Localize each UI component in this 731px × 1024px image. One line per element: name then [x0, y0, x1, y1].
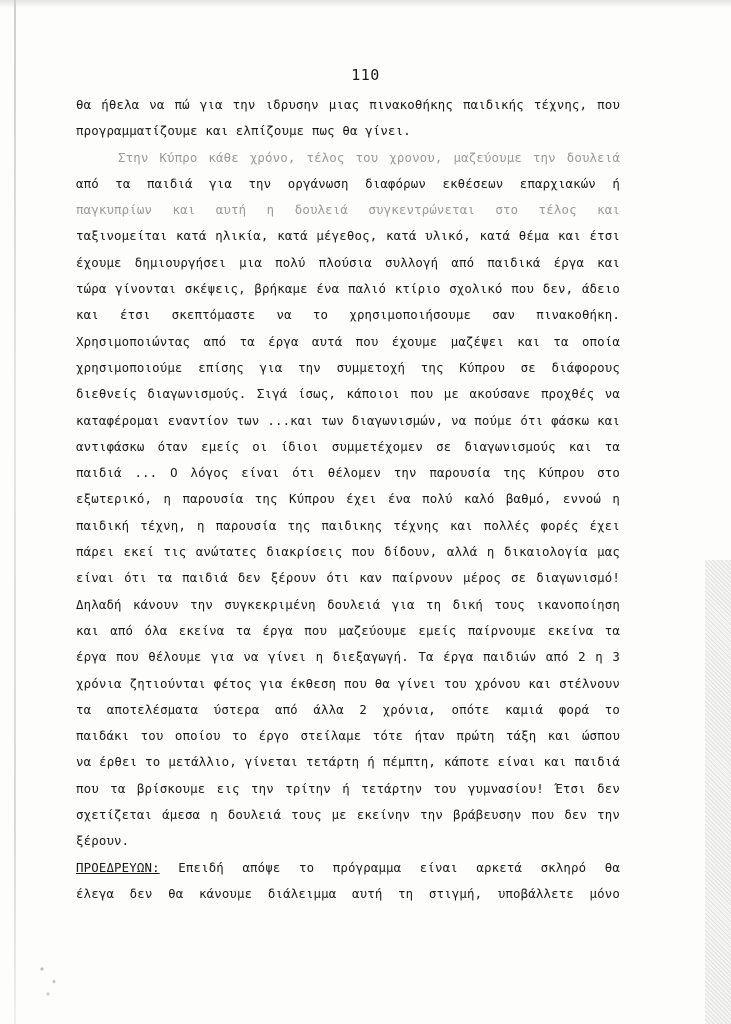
speaker-text: Επειδή απόψε το πρόγραμμα είναι αρκετά σκληρό θα: [159, 859, 620, 875]
text-line: θα ήθελα να πώ για την ιδρυσην μιας πινακοθήκης παιδικής τέχνης, που: [76, 97, 620, 112]
scan-speckles: [30, 954, 70, 1004]
text-line: πάρει εκεί τις ανώτατες διακρίσεις που δίδουν, αλλά η δικαιολογία μας: [76, 544, 620, 560]
text-line: έχουμε δημιουργήσει μια πολύ πλούσια συλλογή από παιδικά έργα και: [76, 254, 620, 270]
text-line: Δηλαδή κάνουν την συγκεκριμένη δουλειά για τη δική τους ικανοποίηση: [76, 596, 620, 612]
text-line: τώρα γίνονται σκέψεις, βρήκαμε ένα παλιό κτίριο σχολικό που δεν, άδειο: [76, 281, 620, 297]
text-line: χρόνια ζητιούνται φέτος για έκθεση που θα γίνει του χρόνου και στέλνουν: [76, 675, 620, 691]
text-line: καταφέρομαι εναντίον των ...και των διαγωνισμών, να πούμε ότι φάσκω και: [76, 412, 620, 428]
text-line: είναι ότι τα παιδιά δεν ξέρουν ότι καν παίρνουν μέρος σε διαγωνισμό!: [76, 570, 620, 586]
text-line: παιδάκι του οποίου το έργο στείλαμε τότε ήταν πρώτη τάξη και ώσπου: [76, 728, 620, 744]
text-line: διεθνείς διαγωνισμούς. Σιγά ίσως, κάποιοι που με ακούσανε προχθές να: [76, 386, 620, 402]
speaker-line: [76, 855, 620, 881]
text-line: ταξινομείται κατά ηλικία, κατά μέγεθος, κατά υλικό, κατά θέμα και έτσι: [76, 228, 620, 244]
text-line: σχετίζεται άμεσα η δουλειά τους με εκείνην την βράβευσην που δεν την: [76, 807, 620, 823]
text-line: τα αποτελέσματα ύστερα από άλλα 2 χρόνια, οπότε καμιά φορά το: [76, 701, 620, 717]
text-line: χρησιμοποιούμε επίσης για την συμμετοχή της Κύπρου σε διάφορους: [76, 359, 620, 375]
text-line: παιδιά ... Ο λόγος είναι ότι θέλομεν την παρουσία της Κύπρου στο: [76, 465, 620, 481]
speaker-name: ΠΡΟΕΔΡΕΥΩΝ:: [76, 859, 160, 875]
text-line: να έρθει το μετάλλιο, γίνεται τετάρτη ή πέμπτη, κάποτε είναι και παιδιά: [76, 754, 620, 770]
page-number: 110: [351, 66, 380, 84]
text-line: εξωτερικό, η παρουσία της Κύπρου έχει ένα πολύ καλό βαθμό, εννοώ η: [76, 491, 620, 507]
text-line: και έτσι σκεπτόμαστε να το χρησιμοποιήσουμε σαν πινακοθήκη.: [76, 307, 620, 323]
text-line: έργα που θέλουμε για να γίνει η διεξαγωγή. Τα έργα παιδιών από 2 η 3: [76, 649, 620, 665]
body-text: [76, 92, 620, 907]
text-line: και από όλα εκείνα τα έργα που μαζεύουμε εμείς παίρνουμε εκείνα τα: [76, 622, 620, 638]
text-line: από τα παιδιά για την οργάνωση διαφόρων εκθέσεων επαρχιακών ή: [76, 175, 620, 191]
text-line: αντιφάσκω όταν εμείς οι ίδιοι συμμετέχομεν σε διαγωνισμούς και τα: [76, 438, 620, 454]
text-line: παιδική τέχνη, η παρουσία της παιδικης τέχνης και πολλές φορές έχει: [76, 517, 620, 533]
scan-right-edge-noise: [705, 560, 731, 1024]
scan-top-edge: [0, 0, 731, 8]
text-line: έλεγα δεν θα κάνουμε διάλειμμα αυτή τη στιγμή, υποβάλλετε μόνο: [76, 885, 620, 901]
text-line: Στην Κύπρο κάθε χρόνο, τέλος του χρονου, μαζεύουμε την δουλειά: [118, 149, 620, 165]
scan-left-margin-line: [14, 0, 16, 1024]
text-line: προγραμματίζουμε και ελπίζουμε πως θα γίνει.: [76, 123, 411, 139]
text-line: παγκυπρίων και αυτή η δουλειά συγκεντρώνεται στο τέλος και: [76, 202, 620, 218]
text-line: ξέρουν.: [76, 833, 130, 849]
text-line: που τα βρίσκουμε εις την τρίτην ή τετάρτην του γυμνασίου! Έτσι δεν: [76, 780, 620, 796]
text-line: Χρησιμοποιώντας από τα έργα αυτά που έχουμε μαζέψει και τα οποία: [76, 333, 620, 349]
